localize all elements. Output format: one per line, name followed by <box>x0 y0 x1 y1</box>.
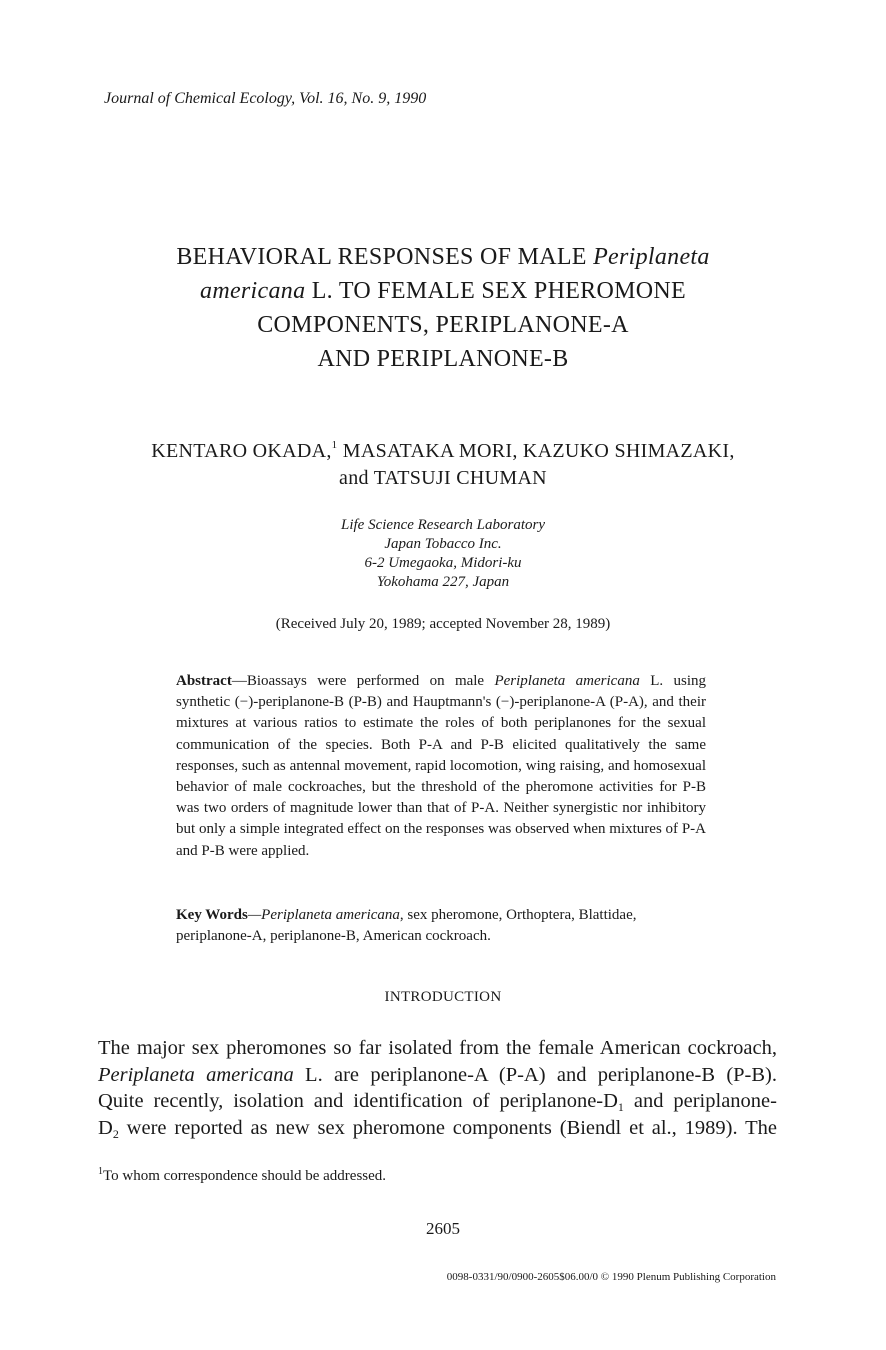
abstract-text-1: Bioassays were performed on male <box>246 673 495 689</box>
affiliation-line4: Yokohama 227, Japan <box>376 574 510 590</box>
title-line2-text: L. TO FEMALE SEX PHEROMONE <box>305 278 686 304</box>
author-first: KENTARO OKADA, <box>151 440 332 462</box>
affiliation-line1: Life Science Research Laboratory <box>341 517 545 533</box>
page-number: 2605 <box>426 1219 460 1238</box>
keywords-species: Periplaneta americana <box>261 907 400 923</box>
intro-line-3 <box>98 1088 777 1115</box>
intro-line-3-sub: 1 <box>617 1100 624 1114</box>
key-words <box>176 905 706 947</box>
intro-species: Periplaneta americana <box>98 1063 294 1086</box>
abstract-dash: — <box>231 673 247 689</box>
affiliation-line3: 6-2 Umegaoka, Midori-ku <box>364 555 522 571</box>
authors-line2: and TATSUJI CHUMAN <box>339 467 547 489</box>
intro-line-3-b: and periplanone- <box>623 1090 777 1112</box>
affiliation <box>0 516 886 592</box>
author-footnote-marker: 1 <box>331 439 338 451</box>
intro-line-3-a: Quite recently, isolation and identification of periplanone-D <box>98 1090 618 1112</box>
journal-header: Journal of Chemical Ecology, Vol. 16, No. 9, 1990 <box>104 90 427 107</box>
intro-line-2 <box>98 1062 777 1089</box>
copyright-line: 0098-0331/90/0900-2605$06.00/0 © 1990 Plenum Publishing Corporation <box>446 1271 776 1283</box>
title-line4: AND PERIPLANONE-B <box>317 346 569 372</box>
intro-line-4-a: D <box>98 1116 113 1139</box>
section-heading-introduction: INTRODUCTION <box>384 989 502 1005</box>
intro-line-4 <box>98 1115 777 1142</box>
intro-line-2-rest: L. are periplanone-A (P-A) and periplanone-B (P-B). <box>293 1063 777 1086</box>
abstract-species: Periplaneta americana <box>494 673 640 689</box>
title-line1-italic: Periplaneta <box>593 244 710 270</box>
intro-line-4-sub: 2 <box>112 1126 119 1141</box>
keywords-rest: , sex pheromone, Orthoptera, Blattidae, periplanone-A, periplanone-B, American cockroach. <box>176 907 637 945</box>
footnote-text: To whom correspondence should be addressed. <box>103 1168 387 1184</box>
introduction-paragraph <box>98 1035 777 1141</box>
keywords-dash: — <box>247 907 262 923</box>
abstract <box>176 671 706 862</box>
title-line2-italic: americana <box>200 278 306 304</box>
intro-line-4-b: were reported as new sex pheromone components (Biendl et al., 1989). The <box>118 1116 777 1139</box>
article-title <box>0 240 886 376</box>
abstract-label: Abstract <box>176 673 232 689</box>
abstract-text-2: L. using synthetic (−)-periplanone-B (P-B) and Hauptmann's (−)-periplanone-A (P-A), and their mixtures at various ratios to estimate the roles of both periplanones for the sexual communication of the species. Both P-A and P-B elicited qualitatively the same responses, such as antennal movement, rapid locomotion, wing raising, and homosexual behavior of male cockroaches, but the threshold of the pheromone activities for P-B was two orders of magnitude lower than that of P-A. Neither synergistic nor inhibitory but only a simple integrated effect on the responses was observed when mixtures of P-A and P-B were applied. <box>176 673 706 859</box>
footnote-marker: 1 <box>98 1166 103 1177</box>
title-line3: COMPONENTS, PERIPLANONE-A <box>257 312 629 338</box>
author-list <box>0 438 886 492</box>
footnote <box>98 1168 386 1185</box>
keywords-label: Key Words <box>176 907 248 923</box>
title-line1-text: BEHAVIORAL RESPONSES OF MALE <box>176 244 594 270</box>
intro-line-1: The major sex pheromones so far isolated from the female American cockroach, <box>98 1037 777 1059</box>
affiliation-line2: Japan Tobacco Inc. <box>384 536 502 552</box>
received-dates: (Received July 20, 1989; accepted November 28, 1989) <box>275 616 611 632</box>
authors-rest: MASATAKA MORI, KAZUKO SHIMAZAKI, <box>337 440 735 462</box>
